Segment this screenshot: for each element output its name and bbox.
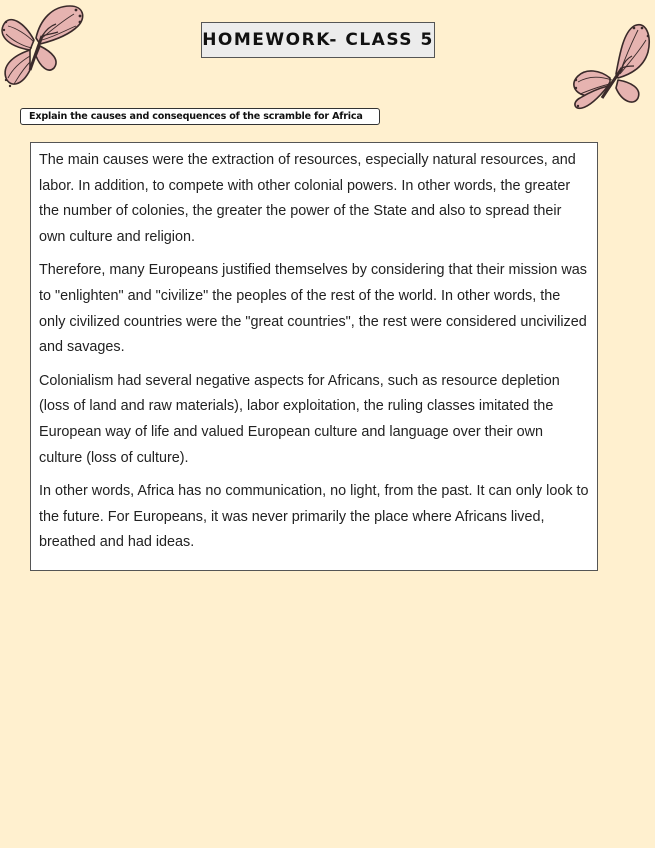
answer-paragraph-3: Colonialism had several negative aspects for Africans, such as resource depletion (loss of land and raw materials), labor exploitation, the ruling classes imitated the European way of life and valued European culture and language over their own culture (loss of culture).	[39, 372, 560, 466]
answer-paragraph-4: In other words, Africa has no communication, no light, from the past. It can only look to the future. For Europeans, it was never primarily the place where Africans lived, breathed and had ideas.	[39, 483, 589, 551]
page-title: HOMEWORK- CLASS 5	[202, 30, 434, 50]
answer-text-box[interactable]	[30, 142, 598, 571]
title-box	[201, 22, 435, 58]
butterfly-icon	[0, 0, 86, 92]
butterfly-icon	[570, 22, 652, 112]
answer-paragraph-1: The main causes were the extraction of resources, especially natural resources, and labor. In addition, to compete with other colonial powers. In other words, the greater the number of colonies, the greater the power of the State and also to spread their own culture and religion.	[39, 152, 576, 245]
answer-paragraph-2: Therefore, many Europeans justified themselves by considering that their mission was to "enlighten" and "civilize" the peoples of the rest of the world. In other words, the only civilized countries were the "great countries", the rest were considered uncivilized and savages.	[39, 262, 587, 356]
question-text: Explain the causes and consequences of the scramble for Africa	[29, 111, 363, 122]
question-label-box	[20, 108, 380, 125]
